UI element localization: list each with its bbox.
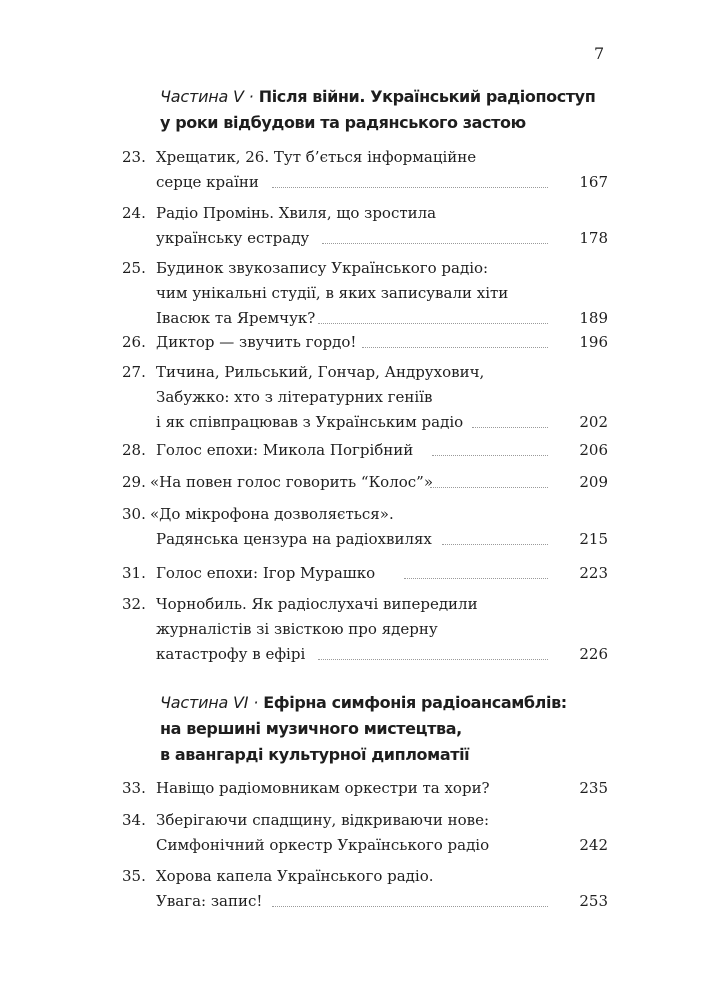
entry-page-number: 253 [579,892,608,910]
part-heading-line [160,84,600,110]
entry-number: 34. [122,811,146,829]
part-title-line: в авангарді культурної дипломатії [160,745,470,764]
entry-page-number: 189 [579,309,608,327]
part-title-line: Після війни. Український радіопоступ [258,87,596,106]
toc-entry [122,330,608,355]
entry-title-line: Голос епохи: Ігор Мурашко [156,564,376,582]
dot-leader [432,455,548,456]
entry-title-line: Тичина, Рильський, Гончар, Андрухович, [156,363,485,381]
toc-entry [122,502,608,552]
dot-leader [472,427,548,428]
entry-title-line: Хрещатик, 26. Тут б’ється інформаційне [156,148,477,166]
entry-number: 25. [122,259,146,277]
toc-entry [122,470,608,495]
dot-leader [322,243,548,244]
part-heading-line [160,690,600,716]
part-title-line: у роки відбудови та радянського застою [160,113,526,132]
entry-title-line: Диктор — звучить гордо! [156,333,357,351]
toc-entry [122,256,608,331]
entry-page-number: 167 [579,173,608,191]
dot-leader [430,487,548,488]
entry-page-number: 196 [579,333,608,351]
entry-page-number: 226 [579,645,608,663]
toc-entry [122,360,608,435]
entry-number: 30. [122,505,146,523]
entry-title [150,502,490,552]
toc-entry [122,776,608,801]
part-heading [160,84,600,136]
dot-leader [362,347,548,348]
entry-title-text: серце країни [156,173,259,191]
entry-number: 23. [122,148,146,166]
dot-leader [404,578,548,579]
entry-number: 33. [122,779,146,797]
toc-entry [122,201,608,251]
entry-title-line: Забужко: хто з літературних геніїв [156,388,433,406]
entry-page-number: 209 [579,473,608,491]
entry-title [156,256,509,331]
entry-number: 24. [122,204,146,222]
entry-title-line: українську естраду [156,229,310,247]
toc-entry [122,561,608,586]
part-heading [160,690,600,768]
entry-number: 35. [122,867,146,885]
entry-page-number: 223 [579,564,608,582]
entry-number: 27. [122,363,146,381]
entry-title [156,561,496,586]
entry-title-line: Зберігаючи спадщину, відкриваючи нове: [156,811,490,829]
entry-page-number: 202 [579,413,608,431]
entry-title-line: Чорнобиль. Як радіослухачі випередили [156,595,478,613]
entry-title-line: журналістів зі звісткою про ядерну [156,620,438,638]
page-number: 7 [594,44,605,63]
toc-entry [122,808,608,858]
entry-number: 28. [122,441,146,459]
entry-page-number: 215 [579,530,608,548]
entry-title-line: Радянська цензура на радіохвилях [156,530,432,548]
part-label: Частина VI · [160,693,259,712]
entry-number: 32. [122,595,146,613]
entry-title-line: Навіщо радіомовникам оркестри та хори? [156,779,490,797]
toc-entry [122,864,608,914]
dot-leader [272,906,548,907]
entry-title [156,808,496,858]
entry-title-line: Увага: запис! [156,892,263,910]
part-title-line: Ефірна симфонія радіоансамблів: [263,693,567,712]
part-title-line: на вершині музичного мистецтва, [160,719,462,738]
entry-title-line: Будинок звукозапису Українського радіо: [156,259,489,277]
entry-page-number: 178 [579,229,608,247]
entry-title-line: Радіо Промінь. Хвиля, що зростила [156,204,437,222]
entry-title-line: Голос епохи: Микола Погрібний [156,441,414,459]
entry-title [150,470,490,495]
entry-title [156,776,496,801]
entry-number: 29. [122,473,146,491]
entry-title-line: Івасюк та Яремчук? [156,309,316,327]
dot-leader [318,659,548,660]
dot-leader [318,323,548,324]
entry-title-line: Симфонічний оркестр Українського радіо [156,836,490,854]
toc-entry [122,145,608,195]
entry-title-line [156,170,496,195]
toc-entry [122,438,608,463]
entry-number: 26. [122,333,146,351]
entry-title-line: Хорова капела Українського радіо. [156,867,434,885]
entry-title-line: чим унікальні студії, в яких записували хіти [156,284,509,302]
entry-title-line: «На повен голос говорить “Колос”» [150,473,434,491]
entry-title-line: катастрофу в ефірі [156,645,306,663]
entry-page-number: 235 [579,779,608,797]
entry-title [156,438,496,463]
part-label: Частина V · [160,87,254,106]
toc-entry [122,592,608,667]
entry-title [156,360,496,435]
entry-title [156,592,496,667]
entry-title [156,330,496,355]
entry-title-line: «До мікрофона дозволяється». [150,505,394,523]
dot-leader [272,187,548,188]
entry-title-line: і як співпрацював з Українським радіо [156,413,464,431]
dot-leader [442,544,548,545]
entry-page-number: 206 [579,441,608,459]
entry-page-number: 242 [579,836,608,854]
entry-number: 31. [122,564,146,582]
